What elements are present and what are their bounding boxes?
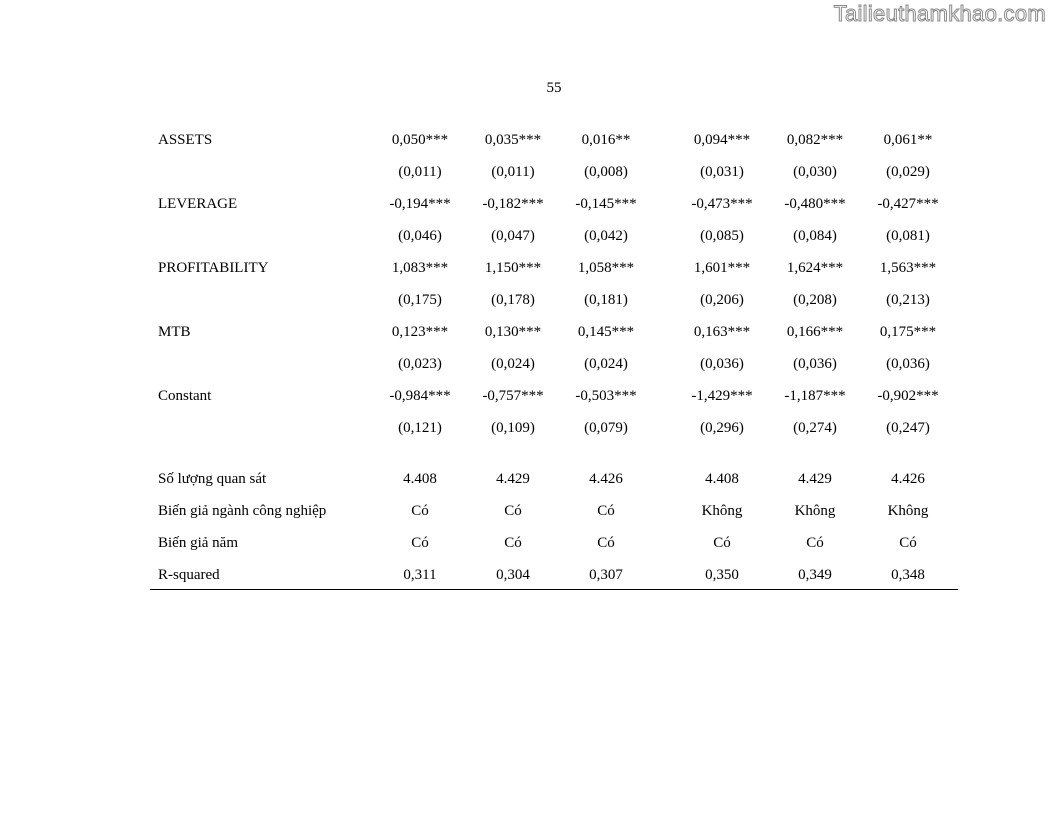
table-cell: -0,145*** <box>575 196 637 212</box>
row-label: ASSETS <box>158 132 213 148</box>
table-cell: -0,503*** <box>575 388 637 404</box>
table-cell: -0,902*** <box>877 388 939 404</box>
table-cell: (0,042) <box>584 228 628 244</box>
table-cell: (0,085) <box>700 228 744 244</box>
table-cell: -0,427*** <box>877 196 939 212</box>
table-cell: (0,024) <box>584 356 628 372</box>
row-label: Biến giả ngành công nghiệp <box>158 503 327 519</box>
table-row <box>150 381 958 413</box>
summary-row <box>150 528 958 560</box>
table-row <box>150 221 958 253</box>
table-cell: (0,031) <box>700 164 744 180</box>
table-row <box>150 125 958 157</box>
table-cell: (0,024) <box>491 356 535 372</box>
table-cell: Không <box>794 503 836 519</box>
table-cell: 0,307 <box>589 567 623 583</box>
table-cell: 0,348 <box>891 567 925 583</box>
table-cell: Có <box>899 535 917 551</box>
regression-table <box>150 125 958 592</box>
table-cell: Có <box>411 535 429 551</box>
table-cell: (0,206) <box>700 292 744 308</box>
table-cell: (0,121) <box>398 420 442 436</box>
table-cell: (0,047) <box>491 228 535 244</box>
table-cell: 0,311 <box>403 567 437 583</box>
table-cell: -0,480*** <box>784 196 846 212</box>
table-cell: Có <box>504 535 522 551</box>
table-cell: Có <box>713 535 731 551</box>
table-cell: Có <box>411 503 429 519</box>
table-cell: 1,150*** <box>484 260 542 276</box>
table-cell: 4.408 <box>705 471 739 487</box>
table-cell: (0,079) <box>584 420 628 436</box>
table-cell: 0,035*** <box>484 132 542 148</box>
table-cell: 1,601*** <box>693 260 751 276</box>
table-cell: (0,081) <box>886 228 930 244</box>
row-label: Biến giả năm <box>158 535 238 551</box>
table-cell: (0,296) <box>700 420 744 436</box>
table-row <box>150 349 958 381</box>
table-cell: 0,061** <box>883 132 933 148</box>
table-cell: 1,624*** <box>786 260 844 276</box>
table-cell: -0,757*** <box>482 388 544 404</box>
table-cell: 0,163*** <box>693 324 751 340</box>
table-cell: (0,181) <box>584 292 628 308</box>
table-row <box>150 189 958 221</box>
table-cell: 1,058*** <box>577 260 635 276</box>
table-cell: (0,011) <box>398 164 442 180</box>
table-cell: Có <box>597 503 615 519</box>
table-cell: 0,130*** <box>484 324 542 340</box>
table-row <box>150 317 958 349</box>
table-cell: (0,084) <box>793 228 837 244</box>
table-cell: 1,563*** <box>879 260 937 276</box>
table-cell: 0,050*** <box>391 132 449 148</box>
table-cell: -0,182*** <box>482 196 544 212</box>
table-cell: 0,304 <box>496 567 530 583</box>
table-cell: 0,349 <box>798 567 832 583</box>
table-row <box>150 157 958 189</box>
table-cell: (0,178) <box>491 292 535 308</box>
table-cell: 0,145*** <box>577 324 635 340</box>
table-cell: (0,046) <box>398 228 442 244</box>
page-number: 55 <box>546 80 562 96</box>
table-cell: Có <box>504 503 522 519</box>
table-row <box>150 413 958 445</box>
table-cell: -1,429*** <box>691 388 753 404</box>
table-cell: 0,016** <box>581 132 631 148</box>
table-cell: 0,082*** <box>786 132 844 148</box>
table-cell: (0,036) <box>700 356 744 372</box>
table-cell: 4.429 <box>496 471 530 487</box>
table-cell: (0,029) <box>886 164 930 180</box>
summary-row <box>150 464 958 496</box>
table-cell: (0,175) <box>398 292 442 308</box>
row-label: MTB <box>158 324 191 340</box>
table-cell: (0,036) <box>793 356 837 372</box>
table-cell: Không <box>887 503 929 519</box>
row-label: Số lượng quan sát <box>158 471 267 487</box>
table-cell: 1,083*** <box>391 260 449 276</box>
table-cell: 4.408 <box>403 471 437 487</box>
table-cell: -0,984*** <box>389 388 451 404</box>
table-cell: 0,350 <box>705 567 739 583</box>
table-cell: (0,011) <box>491 164 535 180</box>
table-cell: -0,194*** <box>389 196 451 212</box>
row-spacer <box>150 445 958 464</box>
table-cell: (0,247) <box>886 420 930 436</box>
table-bottom-rule <box>150 589 958 590</box>
table-cell: Không <box>701 503 743 519</box>
table-cell: (0,036) <box>886 356 930 372</box>
table-cell: 0,123*** <box>391 324 449 340</box>
table-cell: (0,208) <box>793 292 837 308</box>
table-cell: 0,166*** <box>786 324 844 340</box>
row-label: R-squared <box>158 567 220 583</box>
table-cell: (0,023) <box>398 356 442 372</box>
table-cell: (0,109) <box>491 420 535 436</box>
table-cell: (0,008) <box>584 164 628 180</box>
table-cell: 0,175*** <box>879 324 937 340</box>
table-cell: Có <box>597 535 615 551</box>
table-cell: 4.429 <box>798 471 832 487</box>
row-label: Constant <box>158 388 212 404</box>
table-cell: 4.426 <box>589 471 623 487</box>
table-cell: 0,094*** <box>693 132 751 148</box>
row-label: LEVERAGE <box>158 196 238 212</box>
table-cell: (0,274) <box>793 420 837 436</box>
table-cell: Có <box>806 535 824 551</box>
table-cell: -1,187*** <box>784 388 846 404</box>
watermark-text: Tailieuthamkhao.com <box>833 1 1046 26</box>
summary-row <box>150 496 958 528</box>
table-row <box>150 253 958 285</box>
table-cell: (0,030) <box>793 164 837 180</box>
table-cell: 4.426 <box>891 471 925 487</box>
table-cell: (0,213) <box>886 292 930 308</box>
table-cell: -0,473*** <box>691 196 753 212</box>
summary-row <box>150 560 958 592</box>
table-row <box>150 285 958 317</box>
row-label: PROFITABILITY <box>158 260 269 276</box>
